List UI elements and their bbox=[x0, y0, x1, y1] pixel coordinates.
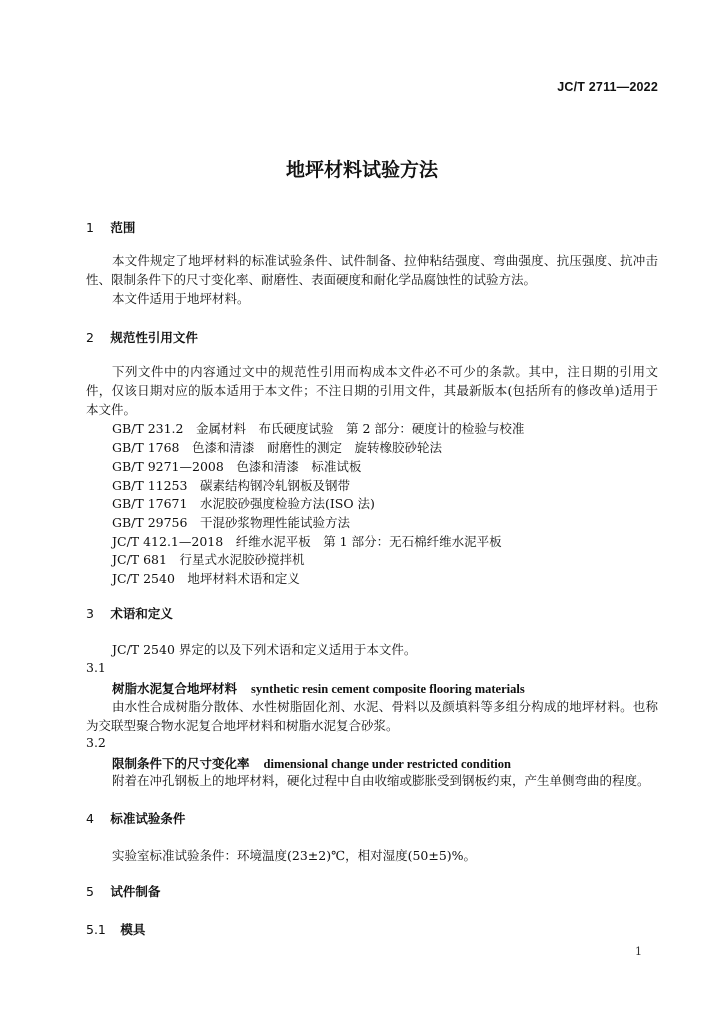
references-intro: 下列文件中的内容通过文中的规范性引用而构成本文件必不可少的条款。其中，注日期的引用文件，仅该日期对应的版本适用于本文件；不注日期的引用文件，其最新版本(包括所有的修改单)适用于本文件。 bbox=[86, 364, 658, 417]
term-definition: 由水性合成树脂分散体、水性树脂固化剂、水泥、骨料以及颜填料等多组分构成的地坪材料。也称为交联型聚合物水泥复合地坪材料和树脂水泥复合砂浆。 bbox=[86, 699, 658, 733]
section-4-heading bbox=[86, 809, 185, 827]
section-title: 规范性引用文件 bbox=[110, 330, 198, 345]
term-english: synthetic resin cement composite flooring materials bbox=[251, 682, 525, 696]
section-number: 2 bbox=[86, 330, 94, 345]
standard-code: JC/T 2711—2022 bbox=[557, 80, 658, 94]
reference-item: GB/T 1768 色漆和清漆 耐磨性的测定 旋转橡胶砂轮法 bbox=[112, 440, 443, 455]
term-entry bbox=[112, 754, 511, 772]
section-5-1-heading bbox=[86, 920, 145, 938]
term-chinese: 树脂水泥复合地坪材料 bbox=[112, 681, 238, 696]
section-title: 范围 bbox=[110, 220, 136, 235]
section-title: 术语和定义 bbox=[110, 606, 173, 621]
section-3-heading bbox=[86, 604, 173, 622]
reference-item: GB/T 11253 碳素结构钢冷轧钢板及钢带 bbox=[112, 478, 350, 493]
term-chinese: 限制条件下的尺寸变化率 bbox=[112, 756, 250, 771]
document-title: 地坪材料试验方法 bbox=[285, 159, 438, 181]
section-2-heading bbox=[86, 328, 198, 346]
reference-item: JC/T 681 行星式水泥胶砂搅拌机 bbox=[112, 552, 305, 567]
term-entry bbox=[112, 679, 525, 697]
section-title: 试件制备 bbox=[110, 884, 161, 899]
section-title: 模具 bbox=[120, 922, 146, 937]
section-number: 4 bbox=[86, 811, 94, 826]
section-5-heading bbox=[86, 882, 160, 900]
terms-intro: JC/T 2540 界定的以及下列术语和定义适用于本文件。 bbox=[112, 642, 417, 657]
test-conditions-paragraph: 实验室标准试验条件：环境温度(23±2)℃，相对湿度(50±5)%。 bbox=[112, 848, 477, 863]
term-english: dimensional change under restricted condition bbox=[263, 757, 511, 771]
reference-item: GB/T 231.2 金属材料 布氏硬度试验 第 2 部分：硬度计的检验与校准 bbox=[112, 421, 525, 436]
term-definition: 附着在冲孔钢板上的地坪材料，硬化过程中自由收缩或膨胀受到钢板约束，产生单侧弯曲的程度。 bbox=[112, 773, 650, 788]
section-title: 标准试验条件 bbox=[110, 811, 186, 826]
page-number: 1 bbox=[635, 945, 642, 958]
reference-item: GB/T 17671 水泥胶砂强度检验方法(ISO 法) bbox=[112, 496, 375, 511]
term-number: 3.1 bbox=[86, 660, 106, 675]
term-number: 3.2 bbox=[86, 735, 106, 750]
section-number: 5 bbox=[86, 884, 94, 899]
scope-paragraph: 本文件规定了地坪材料的标准试验条件、试件制备、拉伸粘结强度、弯曲强度、抗压强度、抗冲击性、限制条件下的尺寸变化率、耐磨性、表面硬度和耐化学品腐蚀性的试验方法。 bbox=[86, 253, 658, 287]
section-number: 3 bbox=[86, 606, 94, 621]
section-number: 1 bbox=[86, 220, 94, 235]
section-1-heading bbox=[86, 218, 135, 236]
section-number: 5.1 bbox=[86, 922, 106, 937]
reference-item: JC/T 412.1—2018 纤维水泥平板 第 1 部分：无石棉纤维水泥平板 bbox=[112, 534, 502, 549]
reference-item: GB/T 9271—2008 色漆和清漆 标准试板 bbox=[112, 459, 362, 474]
scope-applicability: 本文件适用于地坪材料。 bbox=[112, 291, 250, 306]
reference-item: GB/T 29756 干混砂浆物理性能试验方法 bbox=[112, 515, 350, 530]
reference-item: JC/T 2540 地坪材料术语和定义 bbox=[112, 571, 300, 586]
